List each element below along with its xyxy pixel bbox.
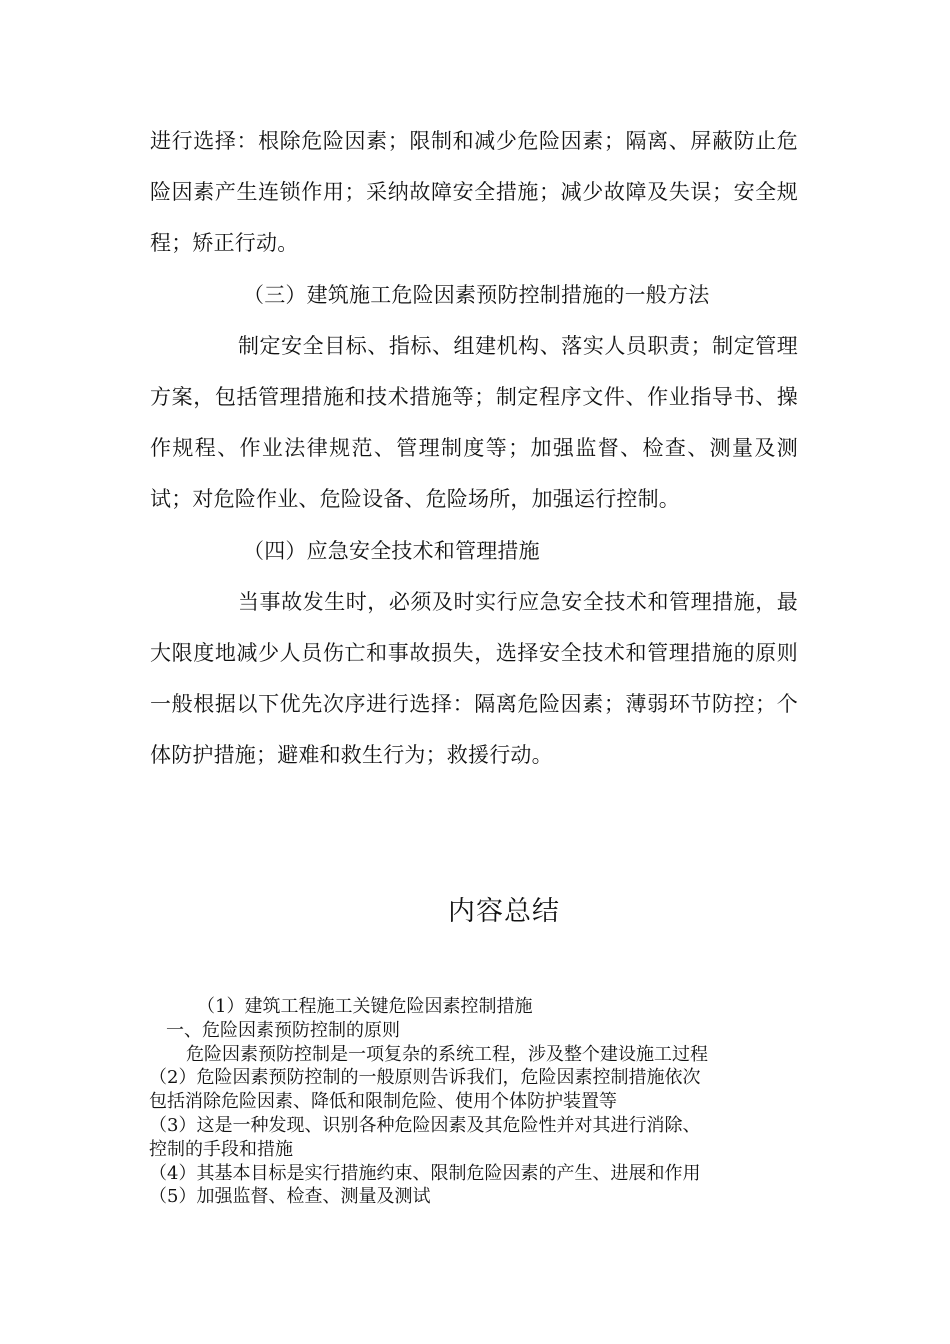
summary-line: 包括消除危险因素、降低和限制危险、使用个体防护装置等 bbox=[149, 1091, 617, 1113]
paragraph-general-methods: 制定安全目标、指标、组建机构、落实人员职责；制定管理方案，包括管理措施和技术措施等；制定程序文件、作业指导书、操作规程、作业法律规范、管理制度等；加强监督、检查、测量及测试；对危险作业、危险设备、危险场所，加强运行控制。 bbox=[150, 333, 798, 512]
summary-line: （1）建筑工程施工关键危险因素控制措施 bbox=[197, 996, 533, 1017]
summary-line: 一、危险因素预防控制的原则 bbox=[166, 1019, 400, 1041]
summary-line: 控制的手段和措施 bbox=[149, 1138, 293, 1160]
summary-line: （3）这是一种发现、识别各种危险因素及其危险性并对其进行消除、 bbox=[149, 1114, 701, 1136]
paragraph-emergency-measures: 当事故发生时，必须及时实行应急安全技术和管理措施，最大限度地减少人员伤亡和事故损失，选择安全技术和管理措施的原则一般根据以下优先次序进行选择：隔离危险因素；薄弱环节防控；个体防护措施；避难和救生行为；救援行动。 bbox=[150, 589, 798, 768]
summary-title: 内容总结 bbox=[448, 896, 560, 927]
summary-line: （2）危险因素预防控制的一般原则告诉我们，危险因素控制措施依次 bbox=[149, 1067, 701, 1089]
summary-line: （4）其基本目标是实行措施约束、限制危险因素的产生、进展和作用 bbox=[149, 1162, 701, 1184]
summary-line: 危险因素预防控制是一项复杂的系统工程，涉及整个建设施工过程 bbox=[186, 1043, 708, 1065]
section-heading-4: （四）应急安全技术和管理措施 bbox=[243, 538, 540, 563]
body-text bbox=[150, 116, 798, 782]
summary-line: （5）加强监督、检查、测量及测试 bbox=[149, 1186, 431, 1208]
summary-list bbox=[149, 995, 809, 1209]
section-heading-3: （三）建筑施工危险因素预防控制措施的一般方法 bbox=[243, 282, 710, 307]
paragraph-selection-order: 进行选择：根除危险因素；限制和减少危险因素；隔离、屏蔽防止危险因素产生连锁作用；采纳故障安全措施；减少故障及失误；安全规程；矫正行动。 bbox=[150, 129, 798, 256]
